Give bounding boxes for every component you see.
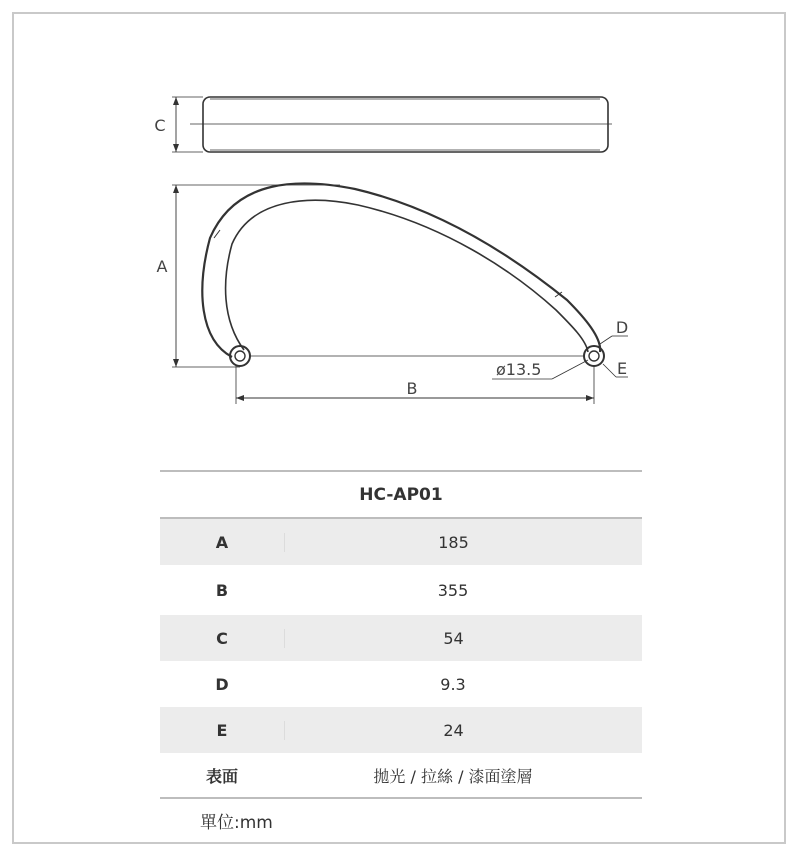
row-label: A — [160, 533, 285, 552]
dimension-c-label: C — [154, 116, 166, 135]
dimension-a-label: A — [156, 257, 168, 276]
table-row — [160, 707, 642, 753]
spec-header — [160, 472, 642, 519]
table-row — [160, 753, 642, 799]
row-label: 表面 — [205, 766, 238, 786]
hole-diameter-label: ø13.5 — [496, 360, 542, 379]
row-value: 9.3 — [440, 674, 466, 694]
table-row — [160, 565, 642, 615]
table-row — [160, 519, 642, 565]
spec-table — [160, 470, 642, 799]
row-value: 24 — [443, 720, 464, 740]
row-value: 185 — [438, 532, 469, 552]
row-label: D — [215, 674, 229, 694]
side-view — [172, 183, 628, 404]
unit-note: 單位:mm — [200, 813, 273, 833]
row-label: C — [160, 629, 285, 648]
dimension-d-label: D — [615, 318, 629, 337]
dimension-e-label: E — [616, 359, 628, 378]
row-value: 355 — [437, 580, 469, 600]
table-row — [160, 661, 642, 707]
row-label: E — [160, 721, 285, 740]
table-row — [160, 615, 642, 661]
row-value: 54 — [443, 628, 464, 648]
row-value: 拋光 / 拉絲 / 漆面塗層 — [373, 766, 533, 786]
top-view — [172, 97, 612, 152]
row-label: B — [215, 580, 229, 600]
dimension-b-label: B — [406, 379, 418, 398]
model-name: HC-AP01 — [359, 484, 443, 505]
